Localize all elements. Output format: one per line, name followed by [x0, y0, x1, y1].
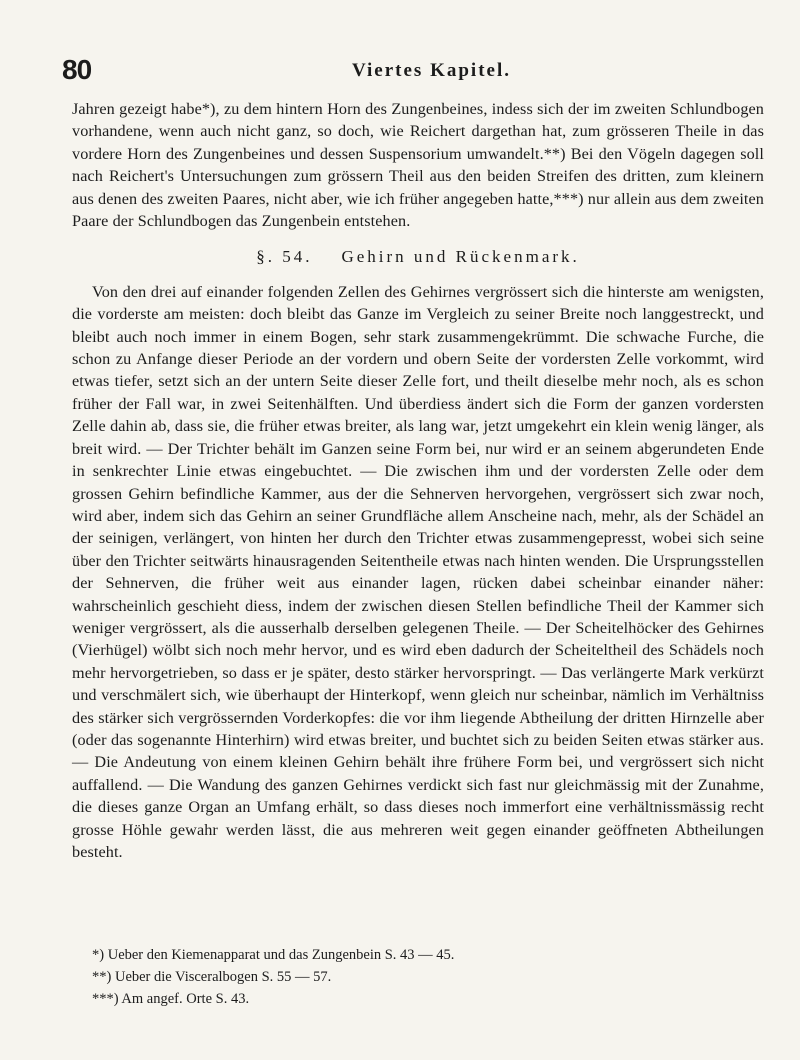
footnote-text: Ueber den Kiemenapparat und das Zungenbein S. 43 — 45.	[107, 947, 455, 963]
footnote-mark: ***)	[92, 991, 119, 1007]
section-number: §. 54.	[256, 247, 313, 267]
page-number: 80	[62, 54, 92, 85]
paragraph-brain: Von den drei auf einander folgenden Zellen des Gehirnes vergrössert sich die hinterste am wenigsten, die vorderste am meisten: doch bleibt das Ganze im Vergleich zu seiner Breite noch langgestreckt, und bleibt auch noch immer in einem Bogen, sehr stark zusammengekrümmt. Die schwache Furche, die schon zu Anfange dieser Periode an der vordern und obern Seite der vordersten Zelle vorkommt, wird etwas tiefer, setzt sich an der untern Seite dieser Zelle fort, und theilt dieselbe mehr noch, als es schon früher der Fall war, in zwei Seitenhälften. Und überdiess ändert sich die Form der ganzen vordersten Zelle dahin ab, dass sie, die früher etwas breiter, als lang war, jetzt umgekehrt ein klein wenig länger, als breit wird. — Der Trichter behält im Ganzen seine Form bei, nur wird er an seinem abgerundeten Ende in senkrechter Linie etwas eingebuchtet. — Die zwischen ihm und der vordersten Zelle oder dem grossen Gehirn befindliche Kammer, aus der die Sehnerven hervorgehen, vergrössert sich zwar noch, wird aber, indem sich das Gehirn an seiner Grundfläche allem Anscheine nach, mehr, als der Schädel an der seinigen, verlängert, von hinten her durch den Trichter etwas zusammengepresst, wobei sich seine über den Trichter seitwärts hinausragenden Seitentheile etwas nach hinten wenden. Die Ursprungsstellen der Sehnerven, die früher weit aus einander lagen, rücken dabei scheinbar einander näher: wahrscheinlich geschieht diess, indem der zwischen diesen Stellen befindliche Theil der Kammer sich weniger vergrössert, als die ausserhalb derselben gelegenen Theile. — Der Scheitelhöcker des Gehirnes (Vierhügel) wölbt sich noch mehr hervor, und es wird eben dadurch der Scheiteltheil des Schädels noch mehr hervorgetrieben, so dass er je später, desto stärker hervorspringt. — Das verlängerte Mark verkürzt und verschmälert sich, wie überhaupt der Hinterkopf, wenn gleich nur scheinbar, nämlich im Verhältniss des stärker sich vergrössernden Vorderkopfes: die vor ihm liegende Abtheilung der dritten Hirnzelle aber (oder das sogenannte Hinterhirn) wird etwas breiter, und buchtet sich zu beiden Seiten etwas stärker aus. — Die Andeutung von einem kleinen Gehirn behält ihre frühere Form bei, und vergrössert sich nicht auffallend. — Die Wandung des ganzen Gehirnes verdickt sich fast nur gleichmässig mit der Zunahme, die dieses ganze Organ an Umfang erhält, so dass dieses noch immerfort eine verhältnissmässig recht grosse Höhle gewahr werden lässt, die aus mehreren weit gegen einander geöffneten Abtheilungen besteht.	[72, 282, 764, 861]
body-text	[72, 98, 764, 863]
footnote-text: Ueber die Visceralbogen S. 55 — 57.	[114, 969, 332, 985]
footnote	[72, 966, 764, 988]
page-header	[62, 54, 762, 94]
footnotes	[72, 944, 764, 1010]
paragraph-continued: Jahren gezeigt habe*), zu dem hintern Horn des Zungenbeines, indess sich der im zweiten Schlundbogen vorhandene, wenn auch nicht ganz, so doch, wie Reichert dargethan hat, zum grösseren Theile in das vordere Horn des Zungenbeines und dessen Suspensorium umwandelt.**) Bei den Vögeln dagegen soll nach Reichert's Untersuchungen zum grössern Theil aus den beiden Streifen des dritten, zum kleinern aus denen des zweiten Paares, nicht aber, wie ich früher angegeben hatte,***) nur allein aus dem zweiten Paare der Schlundbogen das Zungenbein entstehen.	[72, 100, 764, 231]
footnote-mark: *)	[92, 947, 105, 963]
section-title: Gehirn und Rückenmark.	[341, 247, 580, 267]
footnote-mark: **)	[92, 969, 112, 985]
footnote	[72, 988, 764, 1010]
section-heading	[72, 246, 764, 268]
footnote-text: Am angef. Orte S. 43.	[121, 991, 250, 1007]
running-title: Viertes Kapitel.	[352, 60, 511, 81]
footnote	[72, 944, 764, 966]
